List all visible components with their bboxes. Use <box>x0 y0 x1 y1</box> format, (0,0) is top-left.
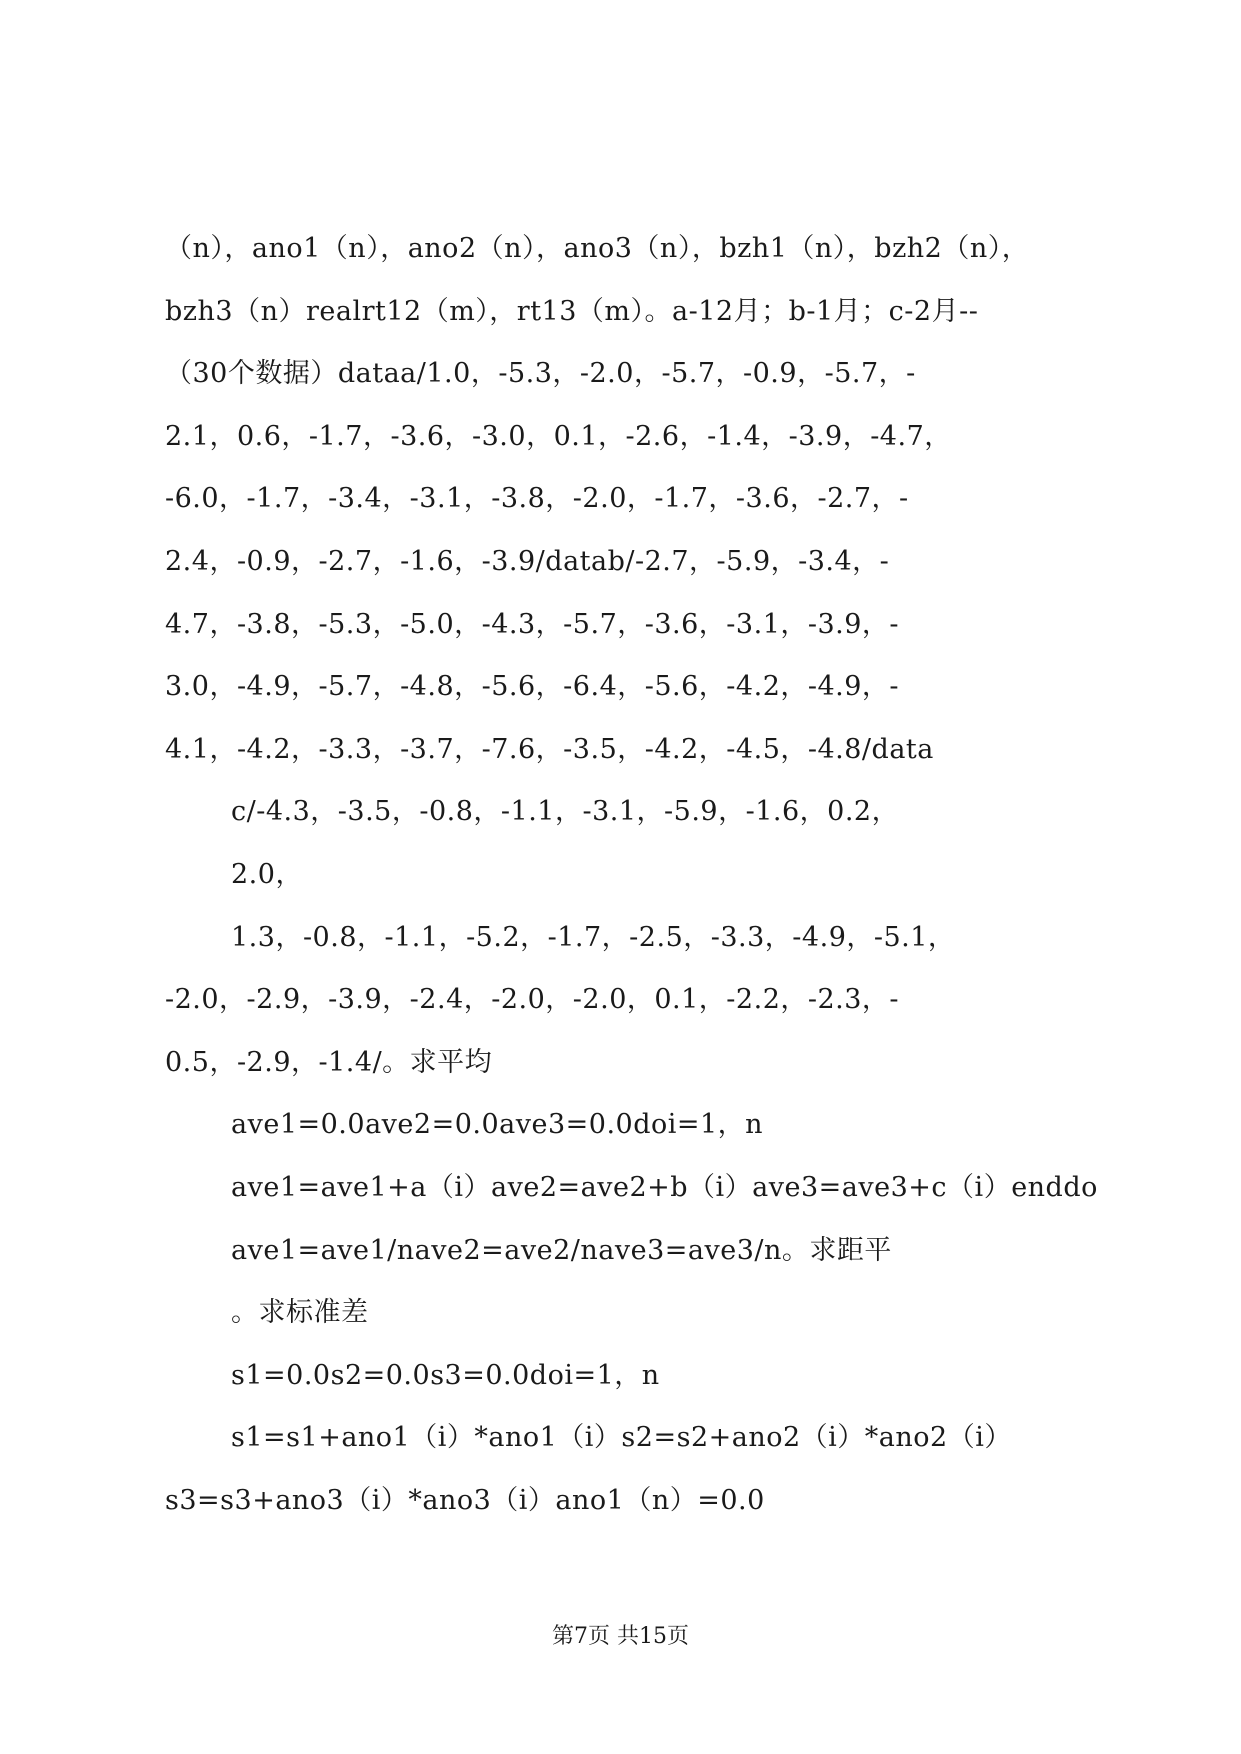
text-line: bzh3（n）realrt12（m），rt13（m）。a-12月；b-1月；c-2月-- <box>165 295 979 327</box>
text-line: 2.1，0.6，-1.7，-3.6，-3.0，0.1，-2.6，-1.4，-3.9，-4.7， <box>165 420 952 452</box>
text-line: 。求标准差 <box>231 1297 369 1329</box>
text-line: 4.1，-4.2，-3.3，-3.7，-7.6，-3.5，-4.2，-4.5，-4.8/data <box>165 733 934 765</box>
text-line: （n），ano1（n），ano2（n），ano3（n），bzh1（n），bzh2（n）， <box>165 233 1030 264</box>
text-line: （30个数据）dataa/1.0，-5.3，-2.0，-5.7，-0.9，-5.7，- <box>165 358 916 390</box>
text-line: ave1=ave1+a（i）ave2=ave2+b（i）ave3=ave3+c（i）enddo <box>231 1171 1098 1203</box>
text-line: 2.0， <box>231 858 303 890</box>
text-line: 1.3，-0.8，-1.1，-5.2，-1.7，-2.5，-3.3，-4.9，-5.1， <box>231 921 956 953</box>
document-body <box>165 233 1100 1547</box>
text-line: ave1=ave1/nave2=ave2/nave3=ave3/n。求距平 <box>231 1234 892 1266</box>
text-line: 2.4，-0.9，-2.7，-1.6，-3.9/datab/-2.7，-5.9，-3.4，- <box>165 545 890 577</box>
text-line: 0.5，-2.9，-1.4/。求平均 <box>165 1046 493 1078</box>
text-line: s1=0.0s2=0.0s3=0.0doi=1，n <box>231 1359 660 1391</box>
text-line: ave1=0.0ave2=0.0ave3=0.0doi=1，n <box>231 1109 764 1141</box>
page-footer: 第7页 共15页 <box>552 1624 689 1649</box>
text-line: -2.0，-2.9，-3.9，-2.4，-2.0，-2.0，0.1，-2.2，-2.3，- <box>165 984 900 1016</box>
text-line: -6.0，-1.7，-3.4，-3.1，-3.8，-2.0，-1.7，-3.6，-2.7，- <box>165 483 909 515</box>
text-line: 3.0，-4.9，-5.7，-4.8，-5.6，-6.4，-5.6，-4.2，-4.9，- <box>165 671 900 703</box>
text-line: c/-4.3，-3.5，-0.8，-1.1，-3.1，-5.9，-1.6，0.2， <box>231 796 900 828</box>
text-line: s3=s3+ano3（i）*ano3（i）ano1（n）=0.0 <box>165 1484 765 1516</box>
text-line: s1=s1+ano1（i）*ano1（i）s2=s2+ano2（i）*ano2（i） <box>231 1422 1012 1454</box>
text-line: 4.7，-3.8，-5.3，-5.0，-4.3，-5.7，-3.6，-3.1，-3.9，- <box>165 608 900 640</box>
